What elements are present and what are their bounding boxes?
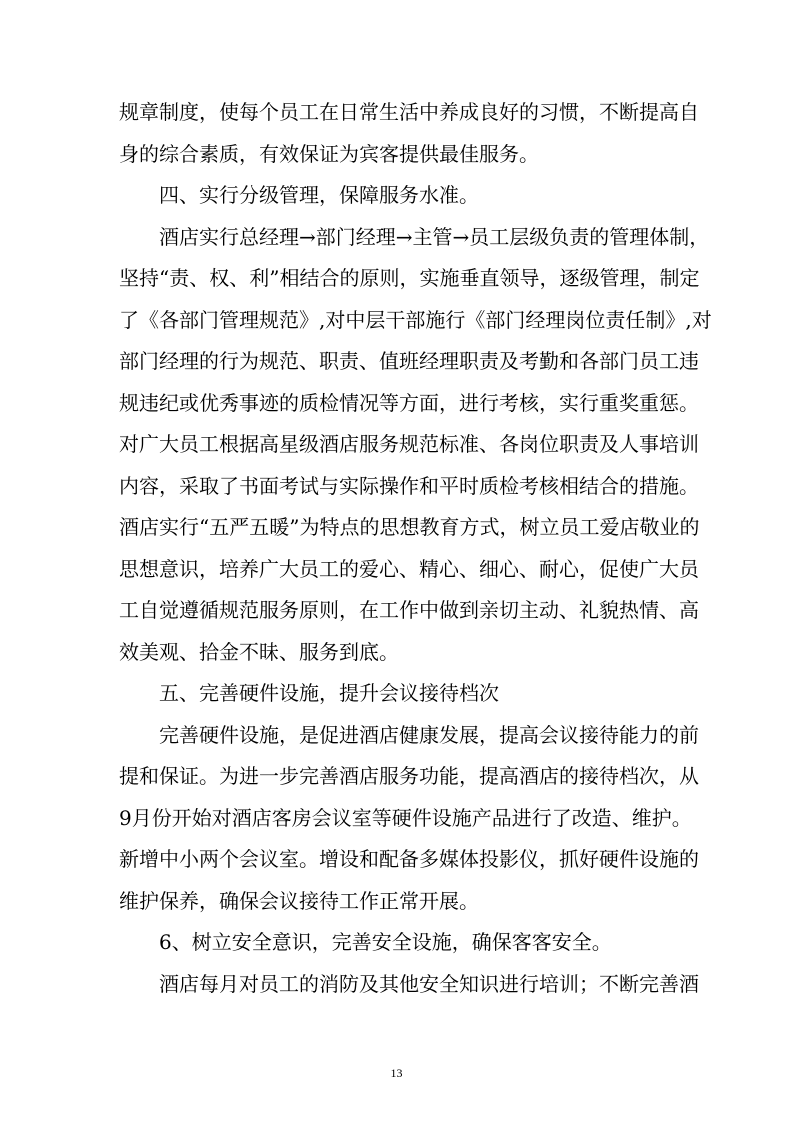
- section-heading: 6、树立安全意识，完善安全设施，确保客客安全。: [159, 930, 612, 954]
- text-line: 身的综合素质，有效保证为宾客提供最佳服务。: [119, 141, 539, 166]
- text-line: 新增中小两个会议室。增设和配备多媒体投影仪，抓好硬件设施的: [119, 847, 699, 871]
- text-line: 部门经理的行为规范、职责、值班经理职责及考勤和各部门员工违: [119, 349, 699, 373]
- text-line: 思想意识，培养广大员工的爱心、精心、细心、耐心，促使广大员: [119, 556, 699, 581]
- text-line: 酒店每月对员工的消防及其他安全知识进行培训；不断完善酒: [159, 971, 699, 996]
- text-line: 规违纪或优秀事迹的质检情况等方面，进行考核，实行重奖重惩。: [119, 390, 699, 415]
- text-line: 对广大员工根据高星级酒店服务规范标准、各岗位职责及人事培训: [119, 432, 699, 456]
- text-line: 了《各部门管理规范》,对中层干部施行《部门经理岗位责任制》,对: [119, 307, 712, 332]
- text-line: 维护保养，确保会议接待工作正常开展。: [119, 888, 479, 913]
- text-line: 效美观、拾金不昧、服务到底。: [119, 639, 399, 664]
- section-heading: 五、完善硬件设施，提升会议接待档次: [159, 681, 499, 705]
- text-line: 内容，采取了书面考试与实际操作和平时质检考核相结合的措施。: [119, 473, 699, 498]
- text-line: 酒店实行总经理→部门经理→主管→员工层级负责的管理体制，: [159, 224, 710, 249]
- text-line: 规章制度，使每个员工在日常生活中养成良好的习惯，不断提高自: [119, 100, 699, 124]
- text-line: 完善硬件设施，是促进酒店健康发展，提高会议接待能力的前: [159, 722, 699, 747]
- text-line: 工自觉遵循规范服务原则，在工作中做到亲切主动、礼貌热情、高: [119, 598, 699, 622]
- text-line: 坚持“责、权、利”相结合的原则，实施垂直领导，逐级管理，制定: [119, 266, 700, 290]
- page-number: 13: [390, 1066, 403, 1080]
- section-heading: 四、实行分级管理，保障服务水准。: [159, 183, 479, 207]
- text-line: 提和保证。为进一步完善酒店服务功能，提高酒店的接待档次，从: [119, 764, 699, 788]
- body-text: [119, 92, 712, 1005]
- text-line: 酒店实行“五严五暖”为特点的思想教育方式，树立员工爱店敬业的: [119, 515, 700, 539]
- text-line: 9月份开始对酒店客房会议室等硬件设施产品进行了改造、维护。: [119, 805, 692, 830]
